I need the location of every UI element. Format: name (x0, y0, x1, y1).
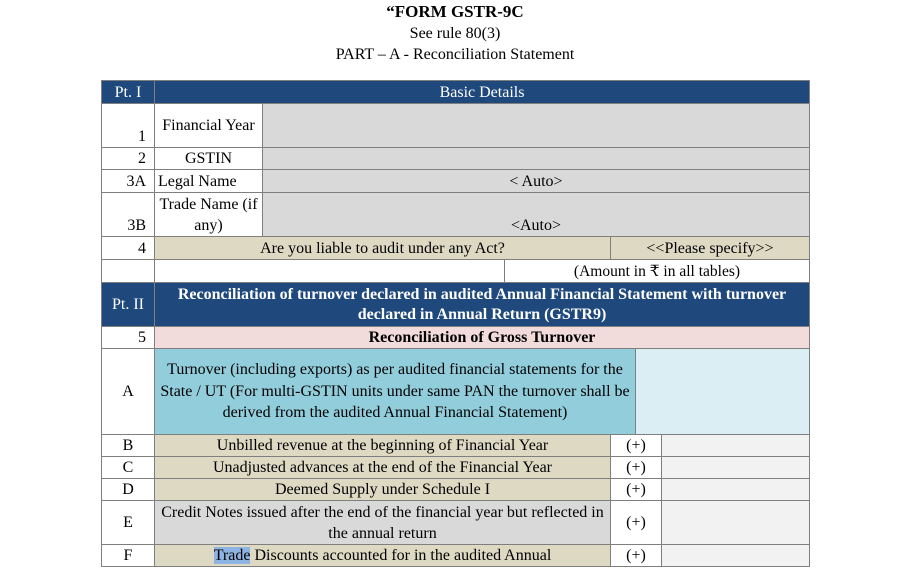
table-row (102, 545, 810, 567)
row-sign: (+) (611, 545, 662, 567)
table-row (102, 435, 810, 457)
gstr9c-table (101, 80, 810, 567)
row-label: GSTIN (155, 148, 263, 170)
pt1-header-row (102, 81, 810, 104)
row-label: Credit Notes issued after the end of the financial year but reflected in the annual return (155, 501, 611, 545)
section-title: Reconciliation of Gross Turnover (155, 327, 810, 349)
table-row (102, 260, 810, 283)
pt1-heading: Basic Details (155, 81, 810, 104)
trade-name-field[interactable]: <Auto> (263, 193, 810, 237)
pt2-header-row (102, 283, 810, 327)
row-letter: B (102, 435, 155, 457)
row-number: 3B (102, 193, 155, 237)
row-number: 1 (102, 104, 155, 148)
pt2-label: Pt. II (102, 283, 155, 327)
table-row (102, 193, 810, 237)
row-sign: (+) (611, 435, 662, 457)
audit-answer-field[interactable]: <<Please specify>> (611, 237, 810, 260)
rule-reference: See rule 80(3) (409, 25, 501, 42)
audit-question: Are you liable to audit under any Act? (155, 237, 611, 260)
financial-year-field[interactable] (263, 104, 810, 148)
row-letter: C (102, 457, 155, 479)
row-label: Trade Name (if any) (155, 193, 263, 237)
value-field[interactable] (662, 501, 810, 545)
value-field[interactable] (662, 435, 810, 457)
row-number: 3A (102, 170, 155, 193)
form-title: “FORM GSTR-9C (386, 2, 524, 21)
table-row (102, 327, 810, 349)
row-sign: (+) (611, 479, 662, 501)
row-letter: E (102, 501, 155, 545)
row-label: Deemed Supply under Schedule I (155, 479, 611, 501)
blank-cell (155, 260, 505, 283)
turnover-value-field[interactable] (636, 349, 810, 435)
table-row (102, 457, 810, 479)
legal-name-field[interactable]: < Auto> (263, 170, 810, 193)
row-label: Turnover (including exports) as per audited financial statements for the State / UT (For multi-GSTIN units under same PAN the turnover shall be derived from the audited Annual Financial Statement) (155, 349, 636, 435)
row-label-rest: Discounts accounted for in the audited Annual (250, 547, 552, 564)
pt1-label: Pt. I (102, 81, 155, 104)
value-field[interactable] (662, 457, 810, 479)
row-letter: D (102, 479, 155, 501)
row-label: Legal Name (155, 170, 263, 193)
table-row (102, 237, 810, 260)
value-field[interactable] (662, 479, 810, 501)
row-number: 4 (102, 237, 155, 260)
row-number: 5 (102, 327, 155, 349)
row-number: 2 (102, 148, 155, 170)
row-letter: A (102, 349, 155, 435)
row-label: Financial Year (155, 104, 263, 148)
pt2-heading: Reconciliation of turnover declared in audited Annual Financial Statement with turnover declared in Annual Return (GSTR9) (155, 283, 810, 327)
row-sign: (+) (611, 501, 662, 545)
table-row (102, 501, 810, 545)
row-label: Unbilled revenue at the beginning of Financial Year (155, 435, 611, 457)
gstin-field[interactable] (263, 148, 810, 170)
part-heading: PART – A - Reconciliation Statement (335, 46, 575, 63)
value-field[interactable] (662, 545, 810, 567)
table-row (102, 479, 810, 501)
amount-note: (Amount in ₹ in all tables) (505, 260, 810, 283)
blank-cell (102, 260, 155, 283)
selected-text: Trade (213, 547, 251, 564)
row-sign: (+) (611, 457, 662, 479)
table-row (102, 170, 810, 193)
row-label: Unadjusted advances at the end of the Financial Year (155, 457, 611, 479)
table-row (102, 148, 810, 170)
row-letter: F (102, 545, 155, 567)
row-label (155, 545, 611, 567)
table-row (102, 104, 810, 148)
table-row (102, 349, 810, 435)
